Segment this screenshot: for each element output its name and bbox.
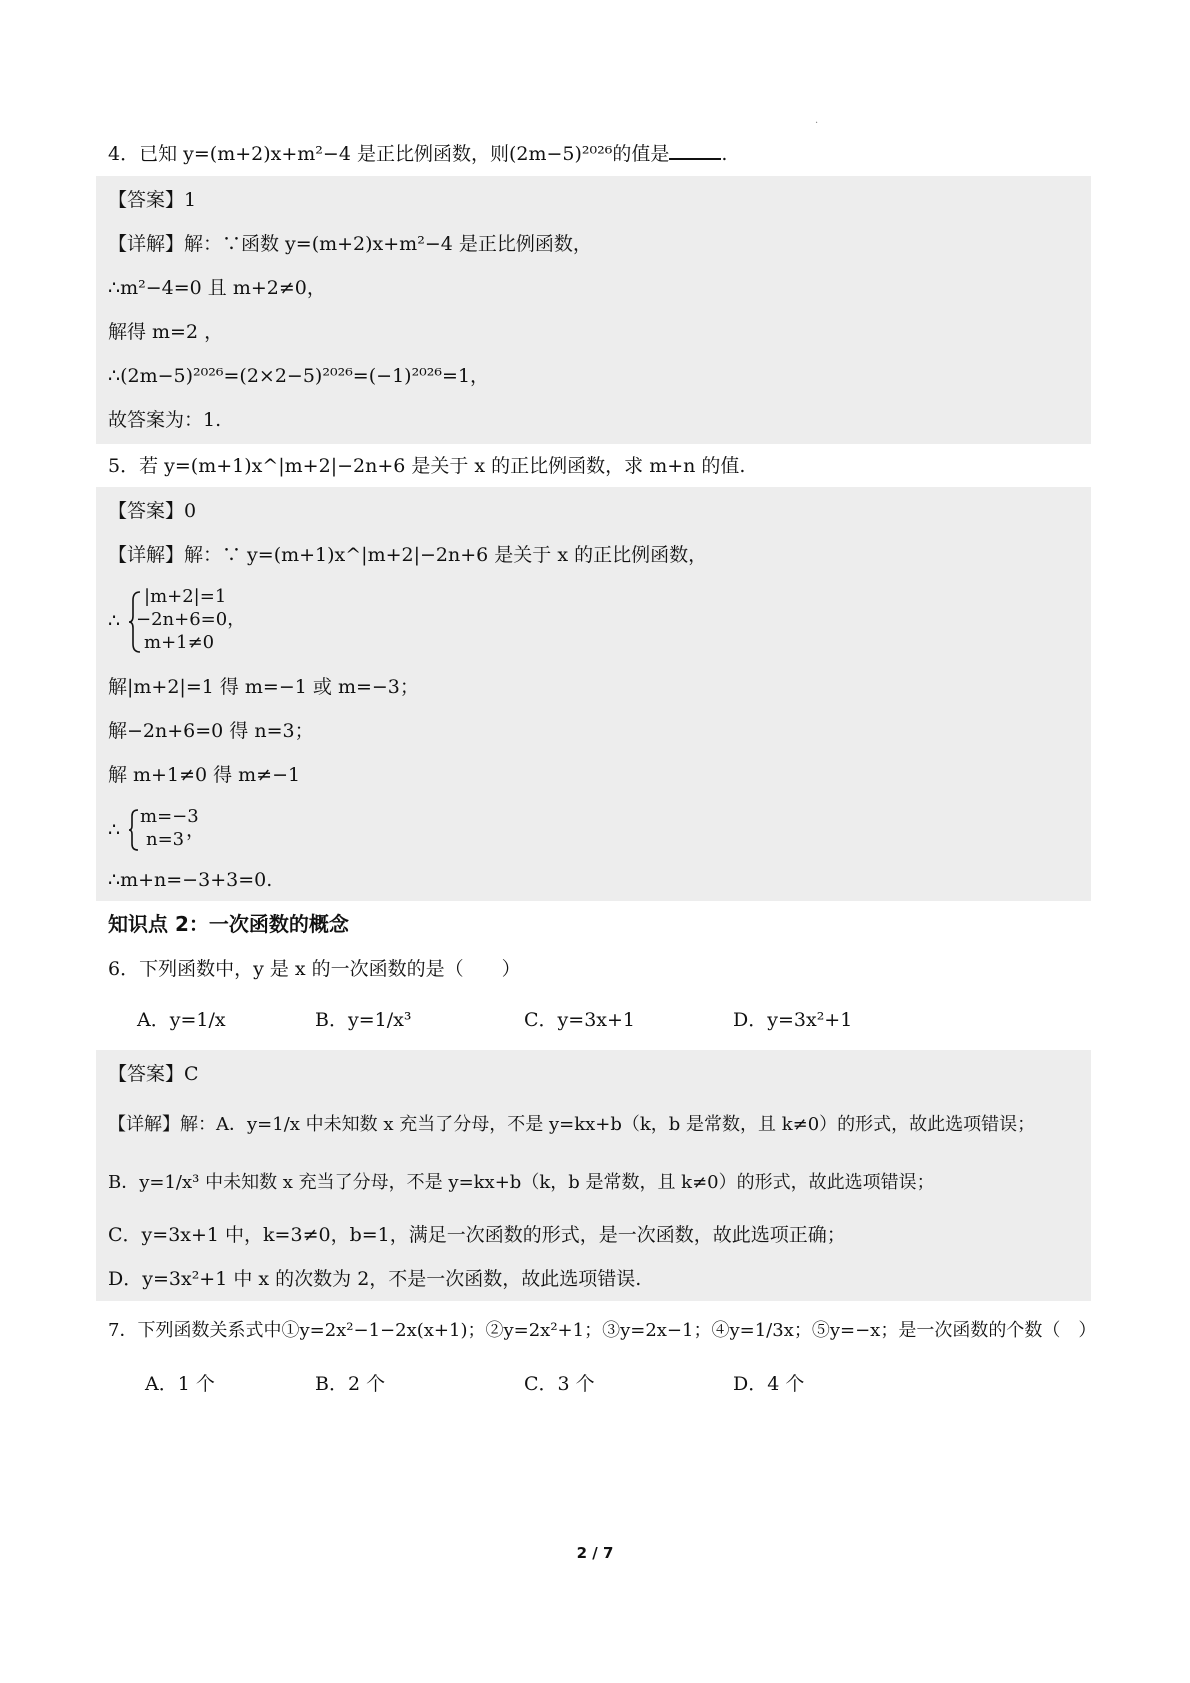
option-7-c: C．3 个	[524, 1373, 595, 1395]
scan-speck: ·	[815, 118, 819, 129]
answer-5: 【答案】0	[108, 500, 197, 522]
option-7-a: A．1 个	[145, 1373, 215, 1395]
detail-4-line-3: 解得 m=2 ，	[108, 321, 224, 343]
question-7: 7．下列函数关系式中①y=2x²−1−2x(x+1)；②y=2x²+1；③y=2x−1；④y=1/3x；⑤y=−x；是一次函数的个数（ ）	[108, 1320, 1097, 1341]
detail-5-intro: 【详解】解：∵ y=(m+1)x^|m+2|−2n+6 是关于 x 的正比例函数，	[108, 544, 708, 566]
system2-line-1: m=−3	[140, 806, 199, 827]
answer-6: 【答案】C	[108, 1063, 199, 1085]
page-number: 2 / 7	[576, 1544, 614, 1562]
detail-4-line-4: ∴(2m−5)²⁰²⁶=(2×2−5)²⁰²⁶=(−1)²⁰²⁶=1，	[108, 365, 490, 387]
option-7-d: D．4 个	[733, 1373, 805, 1395]
option-6-a: A．y=1/x	[137, 1009, 226, 1031]
option-6-c: C．y=3x+1	[524, 1009, 636, 1031]
step-1: 解|m+2|=1 得 m=−1 或 m=−3；	[108, 676, 419, 698]
detail-4-line-2: ∴m²−4=0 且 m+2≠0，	[108, 277, 326, 299]
detail-6-line-3: C．y=3x+1 中，k=3≠0，b=1，满足一次函数的形式，是一次函数，故此选项正确；	[108, 1224, 846, 1246]
answer-box-4	[96, 176, 1091, 444]
detail-6-line-4: D．y=3x²+1 中 x 的次数为 2，不是一次函数，故此选项错误.	[108, 1268, 642, 1290]
option-6-b: B．y=1/x³	[315, 1009, 412, 1031]
question-4-end: .	[721, 143, 728, 165]
system-line-3: m+1≠0	[144, 632, 215, 653]
step-2: 解−2n+6=0 得 n=3；	[108, 720, 314, 742]
detail-4-line-5: 故答案为：1.	[108, 409, 222, 431]
question-4-text: 4．已知 y=(m+2)x+m²−4 是正比例函数，则(2m−5)²⁰²⁶的值是	[108, 143, 670, 165]
system-prefix: ∴	[108, 610, 121, 632]
system-line-2: −2n+6=0，	[136, 609, 246, 630]
option-7-b: B．2 个	[315, 1373, 386, 1395]
option-6-d: D．y=3x²+1	[733, 1009, 853, 1031]
detail-4-line-1: 【详解】解：∵函数 y=(m+2)x+m²−4 是正比例函数，	[108, 233, 592, 255]
system-line-1: |m+2|=1	[144, 586, 227, 607]
question-4	[108, 140, 727, 168]
system2-suffix: ，	[186, 819, 206, 841]
conclusion-5: ∴m+n=−3+3=0.	[108, 869, 273, 891]
answer-blank	[669, 140, 721, 160]
question-5: 5．若 y=(m+1)x^|m+2|−2n+6 是关于 x 的正比例函数，求 m+n 的值.	[108, 455, 746, 477]
question-6: 6．下列函数中，y 是 x 的一次函数的是（ ）	[108, 958, 521, 980]
answer-4: 【答案】1	[108, 189, 197, 211]
system2-line-2: n=3	[146, 829, 185, 850]
step-3: 解 m+1≠0 得 m≠−1	[108, 764, 301, 786]
section-heading: 知识点 2：一次函数的概念	[108, 912, 349, 936]
left-brace-2	[128, 808, 140, 852]
detail-6-line-2: B．y=1/x³ 中未知数 x 充当了分母，不是 y=kx+b（k，b 是常数，且 k≠0）的形式，故此选项错误；	[108, 1172, 935, 1193]
system2-prefix: ∴	[108, 819, 121, 841]
detail-6-line-1: 【详解】解：A．y=1/x 中未知数 x 充当了分母，不是 y=kx+b（k，b 是常数，且 k≠0）的形式，故此选项错误；	[108, 1114, 1036, 1135]
